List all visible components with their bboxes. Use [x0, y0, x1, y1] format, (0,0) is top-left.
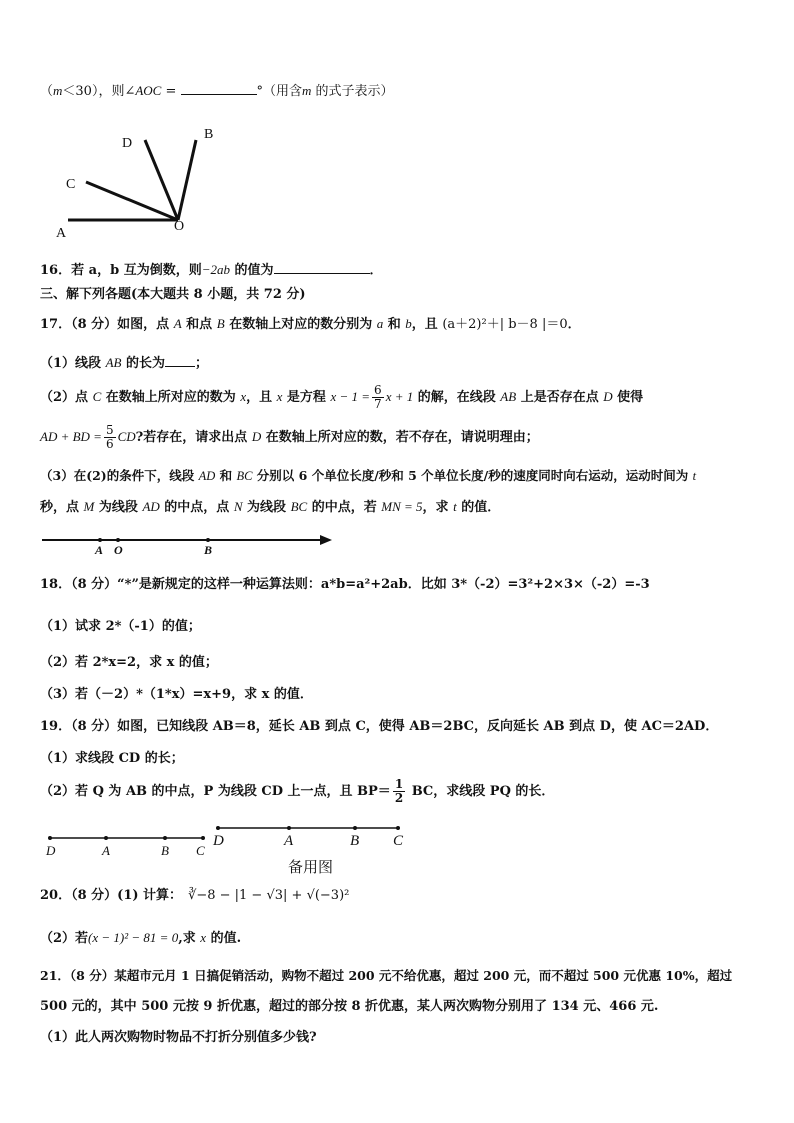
- q17-var: D: [603, 389, 613, 404]
- q15-text: 的式子表示）: [311, 84, 394, 99]
- q15-text: （: [40, 84, 54, 99]
- q17-text: 和: [383, 317, 406, 332]
- q15-angle-aoc: AOC: [135, 83, 162, 98]
- axis-label-a: A: [95, 543, 104, 557]
- q17-text: 在数轴上所对应的数，若不存在，请说明理由；: [261, 430, 539, 445]
- q20-var: x: [200, 930, 207, 945]
- section3-title: 三、解下列各题(本大题共 8 小题，共 72 分): [40, 287, 306, 302]
- q17-text: 的长为: [121, 356, 165, 371]
- q17-equation: AD + BD =: [40, 429, 102, 444]
- fig15-label-d: D: [122, 136, 133, 151]
- q19-stem: 19．（8 分）如图，已知线段 AB＝8，延长 AB 到点 C，使得 AB＝2BC，反向延长 AB 到点 D，使 AC＝2AD．: [40, 719, 719, 734]
- frac-den: 6: [105, 437, 114, 451]
- fig15-label-a: A: [56, 226, 67, 241]
- q17-var: AB: [105, 355, 122, 370]
- q17-equation: MN = 5: [381, 499, 423, 514]
- q17-part3-line2: [40, 497, 500, 518]
- q17-var: D: [251, 429, 262, 444]
- fig19b-label-a: A: [284, 833, 294, 849]
- q17-text: 的中点，点: [159, 500, 234, 515]
- q17-text: ，求: [422, 500, 454, 515]
- q17-text: 上是否存在点: [516, 390, 604, 405]
- q17-text: （1）线段: [40, 356, 106, 371]
- q19-text: （2）若 Q 为 AB 的中点，P 为线段 CD 上一点，且 BP＝: [40, 784, 391, 799]
- q17-text: 17．（8 分）如图，点: [40, 317, 174, 332]
- q19-part2: [40, 778, 554, 806]
- q17-text: （3）在(2)的条件下，线段: [40, 468, 199, 483]
- q18-part3: （3）若（－2）*（1*x）=x+9，求 x 的值．: [40, 687, 313, 702]
- q16-text: 互为倒数，则: [119, 263, 202, 278]
- frac-num: 6: [374, 383, 382, 397]
- q17-text: ?若存在，请求出点: [135, 430, 252, 445]
- q20-part2: [40, 928, 241, 949]
- fig19b-label-b: B: [350, 833, 360, 849]
- q15-text: °（用含: [256, 84, 303, 99]
- q20-expression: √(−3)²: [306, 888, 350, 903]
- q17-number-line: [40, 530, 340, 560]
- q17-var: BC: [236, 469, 253, 483]
- q17-text: ，且: [246, 390, 277, 405]
- q17-condition: (a＋2)²＋| b－8 |＝0: [442, 317, 568, 332]
- q17-var: b: [405, 316, 412, 331]
- fig19b-label-d: D: [213, 833, 224, 849]
- axis-label-b: B: [204, 543, 213, 557]
- q17-var: t: [453, 499, 457, 514]
- q16-expr: −2ab: [201, 262, 230, 277]
- fig19b-caption: 备用图: [288, 858, 334, 876]
- q17-text: 在数轴上对应的数分别为: [224, 317, 377, 332]
- q17-text: 的解，在线段: [413, 390, 501, 405]
- q17-text: （2）点: [40, 390, 93, 405]
- q17-text: 和点: [181, 317, 217, 332]
- q18-part1: （1）试求 2*（-1）的值；: [40, 619, 201, 634]
- q17-part3-line1: [40, 466, 696, 486]
- q16-var-a: a: [88, 263, 98, 278]
- q17-var: A: [173, 316, 182, 331]
- fig15-label-b: B: [204, 127, 214, 142]
- q17-fraction: [104, 424, 116, 451]
- q20-equation: (x − 1)² − 81 = 0: [88, 930, 179, 945]
- q17-var: t: [692, 469, 697, 483]
- q17-var: M: [83, 499, 95, 514]
- q15-eq: =: [161, 84, 181, 99]
- q17-text: 的值．: [456, 500, 501, 515]
- frac-num: 5: [105, 423, 114, 437]
- fig19b-label-c: C: [393, 833, 404, 849]
- q20-text: ,求: [178, 931, 201, 946]
- q16-line: [40, 259, 383, 281]
- q20-text: 的值.: [206, 931, 242, 946]
- fig19-label-a: A: [102, 843, 110, 858]
- q16-text: 16．若: [40, 263, 89, 278]
- q16-text: ．: [369, 263, 383, 278]
- q15-var-m: m: [302, 83, 312, 98]
- q15-var-m: m: [53, 83, 63, 98]
- q16-text: 的值为: [229, 263, 274, 278]
- q18-part2: （2）若 2*x=2，求 x 的值；: [40, 655, 218, 670]
- q15-tail-line: [40, 80, 394, 102]
- q19-segment-figure: [45, 830, 215, 850]
- q17-answer-blank[interactable]: [165, 352, 195, 367]
- q17-var: AB: [500, 389, 517, 404]
- q20-part1: [40, 886, 349, 906]
- q19-backup-figure: [212, 820, 412, 840]
- q17-text: 为线段: [94, 500, 143, 515]
- q17-text: 是方程: [282, 390, 331, 405]
- q17-fraction: [372, 384, 384, 411]
- q21-stem-line1: 21．（8 分）某超市元月 1 日搞促销活动，购物不超过 200 元不给优惠，超过 200 元，而不超过 500 元优惠 10%，超过: [40, 968, 733, 983]
- frac-den: 7: [374, 397, 382, 411]
- frac-num: 1: [394, 777, 404, 791]
- q15-answer-blank[interactable]: [181, 80, 257, 95]
- q17-part2-line1: [40, 383, 643, 412]
- q17-text: 使得: [612, 390, 644, 405]
- q17-text: 的中点，若: [307, 500, 382, 515]
- q19-fraction: [393, 778, 405, 805]
- q20-text: （2）若: [40, 931, 89, 946]
- q17-var: x: [240, 389, 247, 404]
- fig15-label-c: C: [66, 177, 76, 192]
- fig15-label-o: O: [174, 219, 185, 234]
- q21-part1: （1）此人两次购物时物品不打折分别值多少钱?: [40, 1030, 317, 1045]
- q19-text: BC，求线段 PQ 的长．: [407, 784, 555, 799]
- q17-text: ．: [567, 317, 581, 332]
- axis-label-o: O: [114, 543, 123, 557]
- q17-part1: [40, 352, 208, 374]
- q17-var: a: [376, 316, 384, 331]
- q20-expression: ∛−8 − |1 − √3| +: [188, 888, 307, 903]
- fig19-label-c: C: [196, 843, 205, 858]
- q17-part2-line2: [40, 423, 539, 452]
- fig19-label-d: D: [46, 843, 56, 858]
- q16-answer-blank[interactable]: [274, 259, 370, 274]
- frac-den: 2: [394, 791, 404, 805]
- q17-var: AD: [198, 469, 216, 483]
- q17-var: B: [216, 316, 225, 331]
- q17-var: CD: [117, 429, 136, 444]
- q17-text: ，且: [411, 317, 443, 332]
- q15-text: ＜30），则∠: [62, 84, 136, 99]
- q17-var: BC: [290, 499, 308, 514]
- q17-text: 在数轴上所对应的数为: [101, 390, 241, 405]
- q17-var: N: [233, 499, 243, 514]
- q17-equation: x − 1 =: [330, 389, 371, 404]
- q20-text: 20．（8 分）(1) 计算：: [40, 888, 183, 903]
- q21-stem-line2: 500 元的，其中 500 元按 9 折优惠，超过的部分按 8 折优惠，某人两次购物分别用了 134 元、466 元.: [40, 999, 659, 1014]
- q15-angle-figure: [50, 120, 230, 245]
- fig19-label-b: B: [161, 843, 169, 858]
- q17-text: 秒，点: [40, 500, 84, 515]
- q16-text: ，: [97, 263, 111, 278]
- q19-part1: （1）求线段 CD 的长；: [40, 751, 184, 766]
- q18-stem: 18．（8 分）“*”是新规定的这样一种运算法则：a*b=a²+2ab．比如 3*（-2）=3²+2×3×（-2）=-3: [40, 577, 650, 592]
- q17-stem: [40, 314, 581, 335]
- q16-var-b: b: [110, 263, 120, 278]
- q17-text: 为线段: [242, 500, 291, 515]
- q17-var: x: [276, 389, 283, 404]
- q17-text: 分别以 6 个单位长度/秒和 5 个单位长度/秒的速度同时向右运动，运动时间为: [252, 468, 693, 483]
- q17-equation: x + 1: [385, 389, 414, 404]
- q17-var: AD: [142, 499, 160, 514]
- q17-var: C: [92, 389, 102, 404]
- q17-text: 和: [215, 468, 237, 483]
- q17-text: ；: [195, 356, 209, 371]
